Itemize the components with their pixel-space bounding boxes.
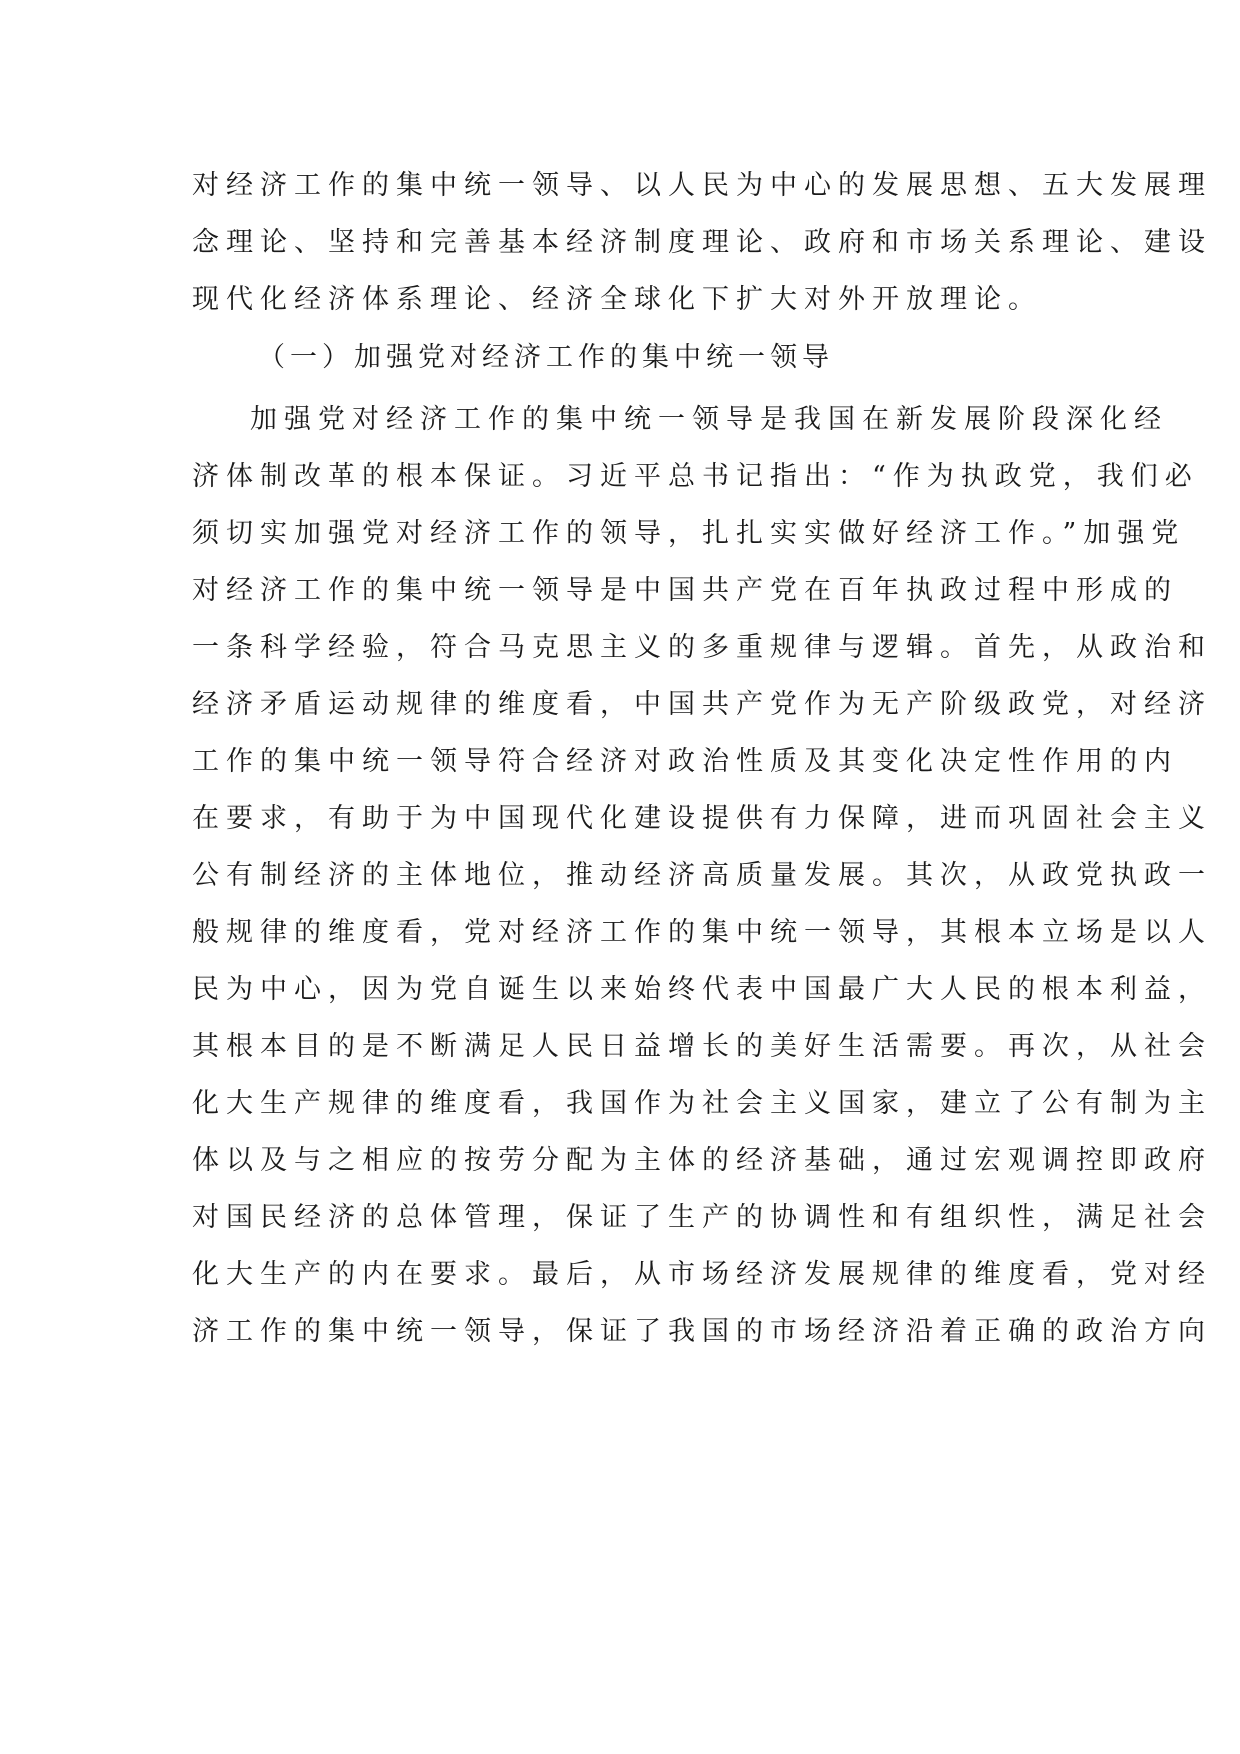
body-line: 加强党对经济工作的集中统一领导是我国在新发展阶段深化经	[250, 404, 1168, 435]
body-line: 体以及与之相应的按劳分配为主体的经济基础，通过宏观调控即政府	[192, 1145, 1212, 1176]
body-line: 化大生产规律的维度看，我国作为社会主义国家，建立了公有制为主	[192, 1088, 1212, 1119]
body-line: 经济矛盾运动规律的维度看，中国共产党作为无产阶级政党，对经济	[192, 689, 1212, 720]
body-line: 济工作的集中统一领导，保证了我国的市场经济沿着正确的政治方向	[192, 1316, 1212, 1347]
body-line: 公有制经济的主体地位，推动经济高质量发展。其次，从政党执政一	[192, 860, 1212, 891]
intro-line: 对经济工作的集中统一领导、以人民为中心的发展思想、五大发展理	[192, 170, 1212, 201]
body-line: 其根本目的是不断满足人民日益增长的美好生活需要。再次，从社会	[192, 1031, 1212, 1062]
section-heading: （一）加强党对经济工作的集中统一领导	[258, 342, 834, 373]
body-line: 在要求，有助于为中国现代化建设提供有力保障，进而巩固社会主义	[192, 803, 1212, 834]
body-line: 须切实加强党对经济工作的领导，扎扎实实做好经济工作。”加强党	[192, 518, 1186, 549]
intro-line: 现代化经济体系理论、经济全球化下扩大对外开放理论。	[192, 284, 1042, 315]
body-line: 对国民经济的总体管理，保证了生产的协调性和有组织性，满足社会	[192, 1202, 1212, 1233]
body-line: 工作的集中统一领导符合经济对政治性质及其变化决定性作用的内	[192, 746, 1178, 777]
body-line: 化大生产的内在要求。最后，从市场经济发展规律的维度看，党对经	[192, 1259, 1212, 1290]
intro-line: 念理论、坚持和完善基本经济制度理论、政府和市场关系理论、建设	[192, 227, 1212, 258]
section-heading-block	[192, 329, 1062, 386]
body-paragraph	[192, 391, 1212, 1360]
body-line: 对经济工作的集中统一领导是中国共产党在百年执政过程中形成的	[192, 575, 1178, 606]
body-line: 民为中心，因为党自诞生以来始终代表中国最广大人民的根本利益，	[192, 974, 1212, 1005]
intro-paragraph	[192, 157, 1212, 328]
body-line: 一条科学经验，符合马克思主义的多重规律与逻辑。首先，从政治和	[192, 632, 1212, 663]
body-line: 济体制改革的根本保证。习近平总书记指出：“作为执政党，我们必	[192, 461, 1199, 492]
body-line: 般规律的维度看，党对经济工作的集中统一领导，其根本立场是以人	[192, 917, 1212, 948]
